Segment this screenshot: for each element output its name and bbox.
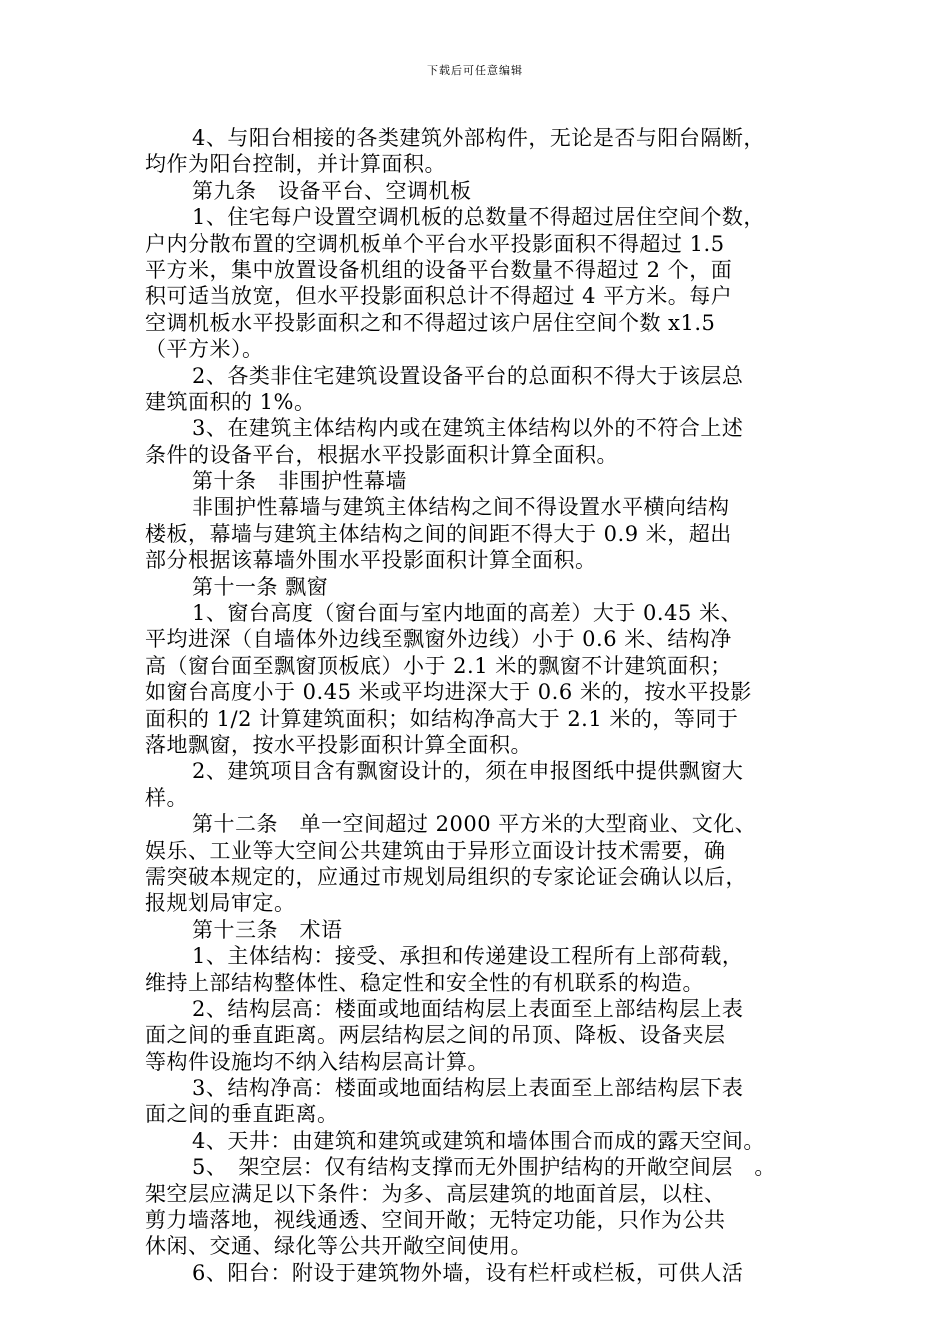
text-line: 高（窗台面至飘窗顶板底）小于 2.1 米的飘窗不计建筑面积； (145, 653, 732, 678)
text-line: 第十三条 术语 (192, 917, 343, 942)
text-line: 2、结构层高：楼面或地面结构层上表面至上部结构层上表 (192, 996, 744, 1021)
text-line: 3、结构净高：楼面或地面结构层上表面至上部结构层下表 (192, 1076, 744, 1101)
text-line: 1、窗台高度（窗台面与室内地面的高差）大于 0.45 米、 (192, 601, 742, 626)
text-line: 4、天井：由建筑和建筑或建筑和墙体围合而成的露天空间。 (192, 1128, 765, 1153)
text-line: 第十条 非围护性幕墙 (192, 469, 407, 494)
text-line: 落地飘窗，按水平投影面积计算全面积。 (145, 732, 532, 757)
document-body (145, 125, 820, 1286)
text-line: 第十一条 飘窗 (192, 574, 329, 599)
text-line: 条件的设备平台，根据水平投影面积计算全面积。 (145, 442, 618, 467)
text-line: 如窗台高度小于 0.45 米或平均进深大于 0.6 米的，按水平投影 (145, 680, 752, 705)
text-line: 5、 架空层：仅有结构支撑而无外围护结构的开敞空间层 。 (192, 1155, 776, 1180)
text-line: 面之间的垂直距离。两层结构层之间的吊顶、降板、设备夹层 (145, 1023, 726, 1048)
text-line: 非围护性幕墙与建筑主体结构之间不得设置水平横向结构 (192, 495, 730, 520)
text-line: 2、各类非住宅建筑设置设备平台的总面积不得大于该层总 (192, 363, 744, 388)
text-line: 平方米，集中放置设备机组的设备平台数量不得超过 2 个，面 (145, 257, 733, 282)
text-line: 休闲、交通、绿化等公共开敞空间使用。 (145, 1234, 532, 1259)
text-line: 1、住宅每户设置空调机板的总数量不得超过居住空间个数， (192, 205, 765, 230)
text-line: 面之间的垂直距离。 (145, 1102, 339, 1127)
text-line: 维持上部结构整体性、稳定性和安全性的有机联系的构造。 (145, 970, 704, 995)
text-line: 平均进深（自墙体外边线至飘窗外边线）小于 0.6 米、结构净 (145, 627, 732, 652)
text-line: 建筑面积的 1%。 (145, 389, 316, 414)
text-line: 架空层应满足以下条件：为多、高层建筑的地面首层，以柱、 (145, 1181, 726, 1206)
text-line: 均作为阳台控制，并计算面积。 (145, 152, 446, 177)
text-line: 3、在建筑主体结构内或在建筑主体结构以外的不符合上述 (192, 416, 744, 441)
text-line: 第九条 设备平台、空调机板 (192, 178, 472, 203)
text-line: 部分根据该幕墙外围水平投影面积计算全面积。 (145, 548, 597, 573)
text-line: 2、建筑项目含有飘窗设计的，须在申报图纸中提供飘窗大 (192, 759, 744, 784)
text-line: 剪力墙落地，视线通透、空间开敞；无特定功能，只作为公共 (145, 1208, 726, 1233)
text-line: 需突破本规定的，应通过市规划局组织的专家论证会确认以后， (145, 864, 747, 889)
text-line: 娱乐、工业等大空间公共建筑由于异形立面设计技术需要，确 (145, 838, 726, 863)
text-line: 面积的 1/2 计算建筑面积；如结构净高大于 2.1 米的，等同于 (145, 706, 739, 731)
text-line: 6、阳台：附设于建筑物外墙，设有栏杆或栏板，可供人活 (192, 1260, 744, 1285)
text-line: 报规划局审定。 (145, 891, 296, 916)
text-line: 1、主体结构：接受、承担和传递建设工程所有上部荷载， (192, 944, 744, 969)
text-line: 空调机板水平投影面积之和不得超过该户居住空间个数 x1.5 (145, 310, 716, 335)
text-line: 4、与阳台相接的各类建筑外部构件，无论是否与阳台隔断， (192, 126, 765, 150)
text-line: 等构件设施均不纳入结构层高计算。 (145, 1049, 489, 1074)
text-line: 积可适当放宽，但水平投影面积总计不得超过 4 平方米。每户 (145, 284, 733, 309)
text-line: 样。 (145, 785, 188, 810)
text-line: （平方米）。 (145, 337, 264, 362)
text-line: 楼板，幕墙与建筑主体结构之间的间距不得大于 0.9 米，超出 (145, 521, 732, 546)
text-line: 户内分散布置的空调机板单个平台水平投影面积不得超过 1.5 (145, 231, 725, 256)
page-header: 下载后可任意编辑 (427, 64, 523, 77)
text-line: 第十二条 单一空间超过 2000 平方米的大型商业、文化、 (192, 812, 757, 837)
